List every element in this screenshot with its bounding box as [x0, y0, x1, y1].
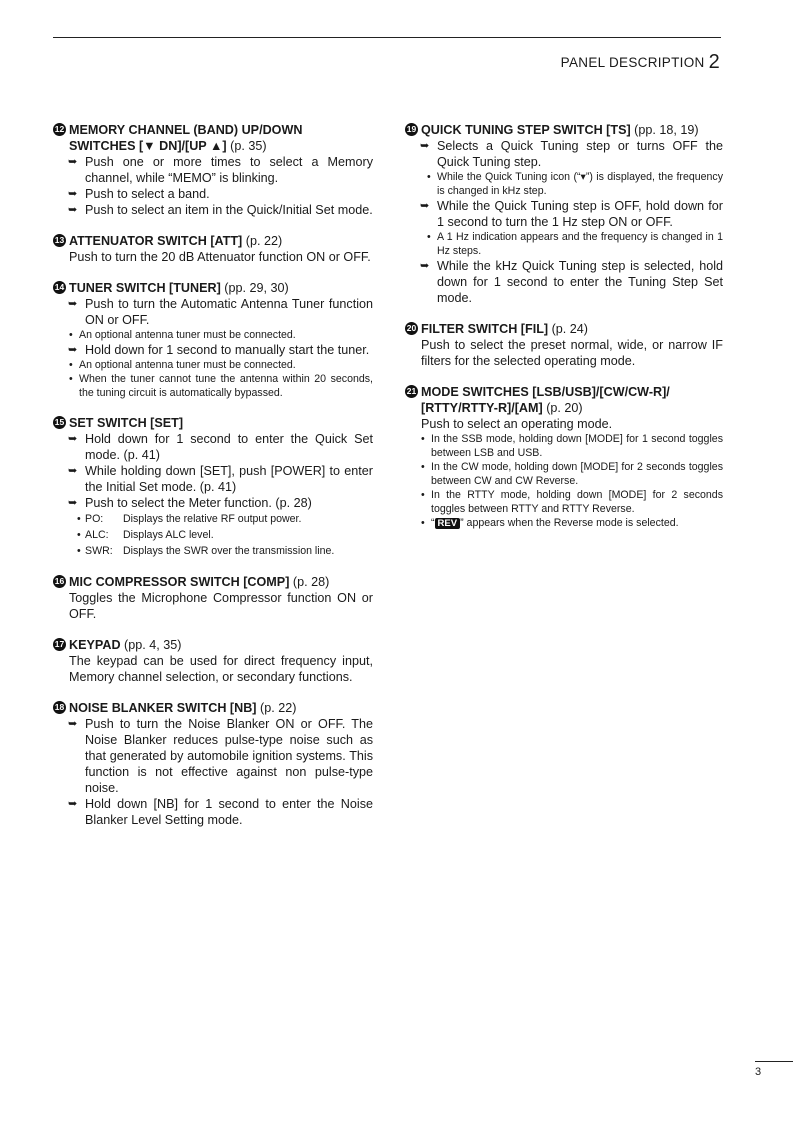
list-item: [53, 463, 373, 495]
circled-number: 12: [54, 124, 65, 134]
item-text: While the Quick Tuning step is OFF, hold down for 1 second to turn the 1 Hz step ON or OFF.: [437, 199, 723, 229]
circled-number: 13: [54, 235, 65, 245]
body-text: Push to turn the 20 dB Attenuator function ON or OFF.: [69, 250, 371, 264]
quote-open: “: [431, 517, 435, 529]
dot-icon: •: [427, 231, 431, 243]
section-heading: [405, 384, 723, 416]
page-ref: (p. 22): [256, 701, 297, 715]
note-text: A 1 Hz indication appears and the frequency is changed in 1 Hz steps.: [437, 231, 723, 257]
arrow-icon: ➥: [68, 204, 78, 216]
note: [421, 460, 723, 488]
section-heading: [405, 321, 723, 337]
page-ref: (p. 28): [289, 575, 330, 589]
heading-text: QUICK TUNING STEP SWITCH [TS]: [421, 123, 631, 137]
page-ref: (p. 20): [542, 401, 583, 415]
meter-key: PO:: [85, 513, 104, 525]
footer-rule: [755, 1061, 793, 1062]
note: [421, 488, 723, 516]
note: [69, 372, 373, 400]
note-text: In the RTTY mode, holding down [MODE] for 2 seconds toggles between RTTY and RTTY Reverse.: [431, 489, 723, 515]
dot-icon: •: [427, 171, 431, 183]
section-13: [53, 233, 373, 265]
note: [69, 358, 373, 372]
heading-text: SWITCHES [▼ DN]/[UP ▲]: [69, 139, 227, 153]
body-text: Push to select an operating mode.: [421, 417, 613, 431]
heading-text: ATTENUATOR SWITCH [ATT]: [69, 234, 243, 248]
item-text: While holding down [SET], push [POWER] to enter the Initial Set mode. (p. 41): [85, 464, 373, 494]
note: [427, 170, 723, 198]
heading-text: MEMORY CHANNEL (BAND) UP/DOWN: [69, 123, 303, 137]
list-item: [53, 796, 373, 828]
section-heading: [53, 637, 373, 653]
circled-number: 21: [406, 386, 417, 396]
dot-icon: •: [69, 359, 73, 371]
chapter-number: 2: [708, 51, 720, 73]
arrow-icon: ➥: [68, 497, 78, 509]
section-heading: [53, 415, 373, 431]
list-item: [53, 296, 373, 328]
section-15: [53, 415, 373, 559]
dot-icon: •: [421, 461, 425, 473]
item-text: Push to turn the Noise Blanker ON or OFF. The Noise Blanker reduces pulse-type noise such as that generated by automobile ignition systems. This function is not effective against non pulse-type noise.: [85, 717, 373, 795]
page-header: [561, 50, 720, 73]
meter-desc: Displays the relative RF output power.: [123, 513, 302, 525]
heading-text: TUNER SWITCH [TUNER]: [69, 281, 221, 295]
arrow-icon: ➥: [68, 465, 78, 477]
note-text: While the Quick Tuning icon (“▾”) is displayed, the frequency is changed in kHz step.: [437, 171, 723, 197]
page-ref: (p. 22): [242, 234, 283, 248]
dot-icon: •: [69, 373, 73, 385]
section-heading: [53, 574, 373, 590]
section-heading: [53, 700, 373, 716]
arrow-icon: ➥: [68, 298, 78, 310]
section-16: [53, 574, 373, 622]
section-17: [53, 637, 373, 685]
meter-key: SWR:: [85, 545, 113, 557]
dot-icon: •: [421, 433, 425, 445]
heading-text: MIC COMPRESSOR SWITCH [COMP]: [69, 575, 290, 589]
item-text: Selects a Quick Tuning step or turns OFF the Quick Tuning step.: [437, 139, 723, 169]
section-21: [405, 384, 723, 530]
arrow-icon: ➥: [68, 156, 78, 168]
dot-icon: •: [77, 545, 81, 557]
body-text: Toggles the Microphone Compressor function ON or OFF.: [69, 591, 373, 621]
heading-text: FILTER SWITCH [FIL]: [421, 322, 549, 336]
item-text: Hold down for 1 second to enter the Quick Set mode. (p. 41): [85, 432, 373, 462]
heading-text: NOISE BLANKER SWITCH [NB]: [69, 701, 257, 715]
arrow-icon: ➥: [420, 260, 430, 272]
rev-indicator-icon: REV: [435, 518, 461, 529]
item-text: Push to turn the Automatic Antenna Tuner function ON or OFF.: [85, 297, 373, 327]
heading-text: KEYPAD: [69, 638, 121, 652]
meter-desc: Displays ALC level.: [123, 529, 214, 541]
dot-icon: •: [77, 529, 81, 541]
heading-text: [RTTY/RTTY-R]/[AM]: [421, 401, 543, 415]
header-title: PANEL DESCRIPTION: [560, 55, 705, 70]
note-text: An optional antenna tuner must be connected.: [79, 329, 296, 341]
list-item: [53, 154, 373, 186]
dot-icon: •: [421, 517, 425, 529]
list-item: [53, 342, 373, 358]
list-item: [405, 138, 723, 170]
note-text: ” appears when the Reverse mode is selected.: [460, 517, 679, 529]
circled-number: 15: [54, 417, 65, 427]
arrow-icon: ➥: [68, 433, 78, 445]
page-ref: (pp. 29, 30): [220, 281, 289, 295]
body-text: The keypad can be used for direct frequency input, Memory channel selection, or secondary functions.: [69, 654, 373, 684]
circled-number: 19: [406, 124, 417, 134]
heading-text: SET SWITCH [SET]: [69, 416, 184, 430]
page-ref: (pp. 18, 19): [630, 123, 699, 137]
item-text: Hold down [NB] for 1 second to enter the Noise Blanker Level Setting mode.: [85, 797, 373, 827]
arrow-icon: ➥: [68, 344, 78, 356]
arrow-icon: ➥: [68, 718, 78, 730]
section-heading: [53, 233, 373, 249]
meter-item-alc: [53, 527, 373, 543]
section-heading: [405, 122, 723, 138]
note-text: An optional antenna tuner must be connected.: [79, 359, 296, 371]
item-text: Push to select an item in the Quick/Initial Set mode.: [85, 203, 373, 217]
left-column: [53, 122, 373, 843]
section-20: [405, 321, 723, 369]
dot-icon: •: [77, 513, 81, 525]
page-ref: (p. 24): [548, 322, 588, 336]
section-12: [53, 122, 373, 218]
note-text: In the CW mode, holding down [MODE] for 2 seconds toggles between CW and CW Reverse.: [431, 461, 723, 487]
arrow-icon: ➥: [68, 188, 78, 200]
arrow-icon: ➥: [420, 200, 430, 212]
section-18: [53, 700, 373, 828]
list-item: [405, 258, 723, 306]
item-text: Push to select the Meter function. (p. 28): [85, 496, 312, 510]
section-19: [405, 122, 723, 306]
circled-number: 16: [54, 576, 65, 586]
right-column: [405, 122, 723, 545]
section-heading: [53, 122, 373, 154]
section-14: [53, 280, 373, 400]
list-item: [53, 495, 373, 511]
item-text: Push one or more times to select a Memory channel, while “MEMO” is blinking.: [85, 155, 373, 185]
note: [69, 328, 373, 342]
dot-icon: •: [69, 329, 73, 341]
list-item: [53, 431, 373, 463]
item-text: Hold down for 1 second to manually start the tuner.: [85, 343, 370, 357]
list-item: [405, 198, 723, 230]
note: [421, 432, 723, 460]
heading-text: MODE SWITCHES [LSB/USB]/[CW/CW-R]/: [421, 385, 670, 399]
circled-number: 18: [54, 702, 65, 712]
page-number: 3: [755, 1066, 762, 1078]
item-text: While the kHz Quick Tuning step is selected, hold down for 1 second to enter the Tuning Step Set mode.: [437, 259, 723, 305]
note: [427, 230, 723, 258]
section-heading: [53, 280, 373, 296]
arrow-icon: ➥: [420, 140, 430, 152]
note-text: In the SSB mode, holding down [MODE] for 1 second toggles between LSB and USB.: [431, 433, 723, 459]
list-item: [53, 186, 373, 202]
note: [421, 516, 723, 530]
list-item: [53, 716, 373, 796]
page-ref: (p. 35): [226, 139, 267, 153]
header-rule: [53, 37, 721, 38]
meter-desc: Displays the SWR over the transmission line.: [123, 545, 335, 557]
dot-icon: •: [421, 489, 425, 501]
list-item: [53, 202, 373, 218]
meter-item-swr: [53, 543, 373, 559]
circled-number: 17: [54, 639, 65, 649]
meter-item-po: [53, 511, 373, 527]
circled-number: 20: [406, 323, 417, 333]
item-text: Push to select a band.: [85, 187, 210, 201]
page-ref: (pp. 4, 35): [120, 638, 182, 652]
meter-key: ALC:: [85, 529, 109, 541]
arrow-icon: ➥: [68, 798, 78, 810]
note-text: When the tuner cannot tune the antenna within 20 seconds, the tuning circuit is automatically bypassed.: [79, 373, 373, 399]
body-text: Push to select the preset normal, wide, or narrow IF filters for the selected operating mode.: [421, 338, 723, 368]
circled-number: 14: [54, 282, 65, 292]
